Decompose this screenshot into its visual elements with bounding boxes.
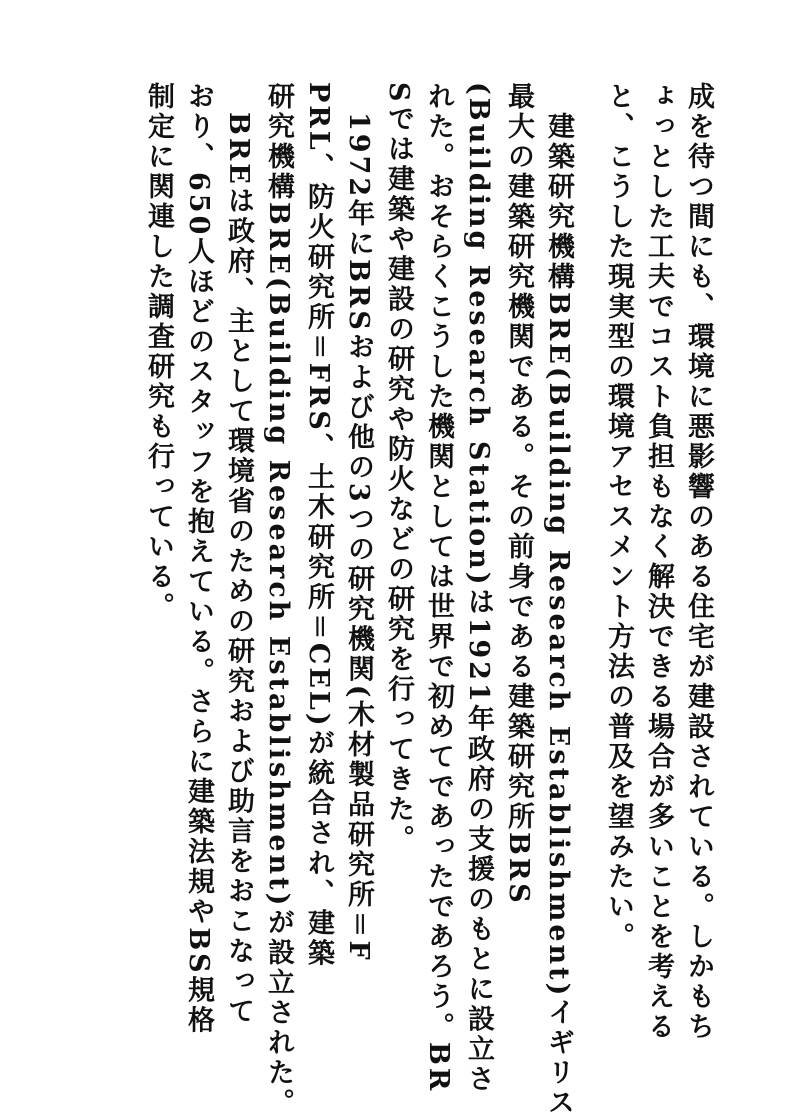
text-line: (Building Research Station)は1921年政府の支援のもとに設立さ	[463, 82, 494, 1095]
text-line: ょっとした工夫でコスト負担もなく解決できる場合が多いことを考える	[643, 82, 674, 1042]
text-line: PRL、防火研究所＝FRS、土木研究所＝CEL)が統合され、建築	[303, 82, 334, 969]
text-line: 1972年にBRSおよび他の3つの研究機関(木材製品研究所＝F	[343, 82, 374, 963]
text-line: 研究機構BRE(Building Research Establishment)が設立された。	[263, 82, 294, 1119]
text-line: おり、650人ほどのスタッフを抱えている。さらに建築法規やBS規格	[183, 82, 214, 1036]
text-line: 成を待つ間にも、環境に悪影響のある住宅が建設されている。しかもち	[683, 82, 714, 1042]
text-line: 建築研究機構BRE(Building Research Establishment)イギリス	[543, 82, 574, 1119]
text-line: と、こうした現実型の環境アセスメント方法の普及を望みたい。	[603, 82, 634, 952]
text-line: 最大の建築研究機関である。その前身である建築研究所BRS	[503, 82, 534, 906]
text-line: BREは政府、主として環境省のための研究および助言をおこなって	[223, 82, 254, 1027]
vertical-text-body	[138, 82, 718, 1119]
text-line: Sでは建築や建設の研究や防火などの研究を行ってきた。	[383, 82, 414, 855]
text-line: れた。おそらくこうした機関としては世界で初めてであったであろう。BR	[423, 82, 454, 1094]
paragraph-spacer	[578, 82, 598, 1042]
text-line: 制定に関連した調査研究も行っている。	[143, 82, 174, 622]
